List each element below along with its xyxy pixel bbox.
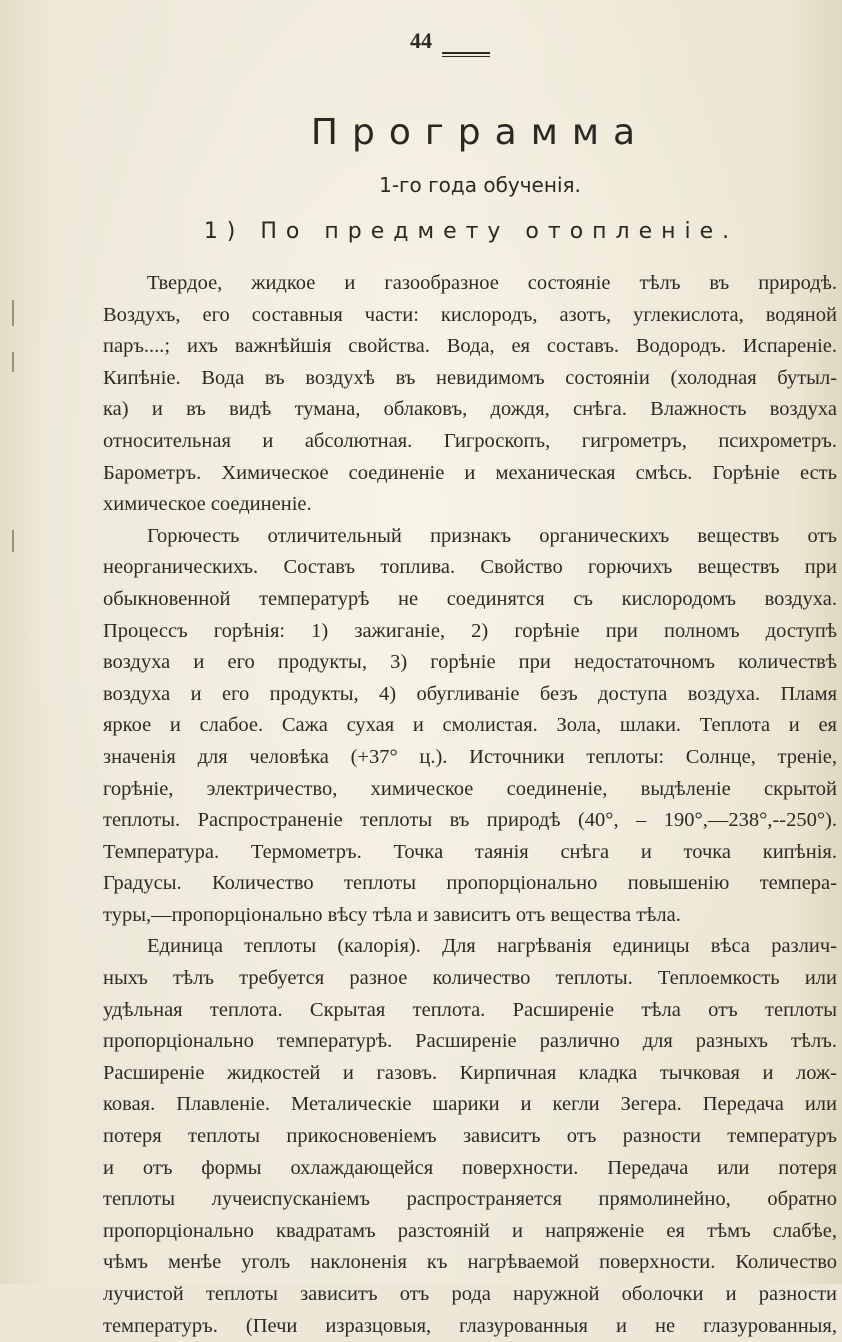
text-line: теплоты лучеиспусканіемъ распространяется прямолинейно, обратно — [103, 1188, 837, 1211]
text-line: Градусы. Количество теплоты пропорціонально повышенію темпера- — [103, 872, 837, 895]
text-line: горѣніе, электричество, химическое соединеніе, выдѣленіе скрытой — [103, 777, 837, 800]
paragraph — [103, 268, 837, 521]
text-line: химическое соединеніе. — [103, 493, 312, 516]
text-line: ковая. Плавленіе. Металическіе шарики и кегли Зегера. Передача или — [103, 1093, 837, 1116]
text-line: пропорціонально температурѣ. Расширеніе различно для разныхъ тѣлъ. — [103, 1030, 837, 1053]
subtitle: 1-го года обученія. — [379, 173, 581, 197]
paragraph — [103, 521, 837, 932]
text-line: Единица теплоты (калорія). Для нагрѣванія единицы вѣса различ- — [147, 935, 837, 958]
text-line: воздуха и его продукты, 3) горѣніе при недостаточномъ количествѣ — [103, 651, 837, 674]
paragraph — [103, 931, 837, 1342]
text-line: и отъ формы охлаждающейся поверхности. Передача или потеря — [103, 1156, 837, 1179]
text-line: Твердое, жидкое и газообразное состояніе тѣлъ въ природѣ. — [147, 272, 837, 294]
text-line: чѣмъ менѣе уголъ наклоненія къ нагрѣваемой поверхности. Количество — [103, 1251, 837, 1274]
text-line: теплоты. Распространеніе теплоты въ природѣ (40°, – 190°,—238°,--250°). — [103, 809, 837, 832]
text-line: потеря теплоты прикосновеніемъ зависитъ отъ разности температуръ — [103, 1125, 837, 1148]
margin-mark — [12, 352, 14, 372]
page-number-rule — [442, 52, 490, 57]
text-line: Процессъ горѣнія: 1) зажиганіе, 2) горѣніе при полномъ доступѣ — [103, 619, 837, 642]
page-title: Программа — [310, 112, 650, 153]
text-line: пропорціонально квадратамъ разстояній и напряженіе ея тѣмъ слабѣе, — [103, 1219, 837, 1242]
section-heading: 1) По предмету отопленіе. — [203, 219, 739, 244]
text-line: паръ....; ихъ важнѣйшія свойства. Вода, ея составъ. Водородъ. Испареніе. — [103, 335, 837, 358]
text-line: удѣльная теплота. Скрытая теплота. Расширеніе тѣла отъ теплоты — [103, 998, 837, 1021]
text-line: обыкновенной температурѣ не соединятся съ кислородомъ воздуха. — [103, 587, 837, 610]
text-line: неорганическихъ. Составъ топлива. Свойство горючихъ веществъ при — [103, 556, 837, 579]
text-line: ныхъ тѣлъ требуется разное количество теплоты. Теплоемкость или — [103, 967, 837, 990]
text-line: температуръ. (Печи изразцовыя, глазурованныя и не глазурованныя, — [103, 1314, 837, 1337]
margin-mark — [12, 530, 14, 552]
text-line: Барометръ. Химическое соединеніе и механическая смѣсь. Горѣніе есть — [103, 461, 837, 484]
text-line: яркое и слабое. Сажа сухая и смолистая. Зола, шлаки. Теплота и ея — [103, 714, 837, 737]
text-line: воздуха и его продукты, 4) обугливаніе безъ доступа воздуха. Пламя — [103, 682, 837, 705]
text-line: Расширеніе жидкостей и газовъ. Кирпичная кладка тычковая и лож- — [103, 1061, 837, 1084]
text-line: ка) и въ видѣ тумана, облаковъ, дождя, снѣга. Влажность воздуха — [103, 398, 837, 421]
text-line: Кипѣніе. Вода въ воздухѣ въ невидимомъ состояніи (холодная бутыл- — [103, 366, 837, 389]
text-line: значенія для человѣка (+37° ц.). Источники теплоты: Солнце, треніе, — [103, 745, 837, 768]
text-line: лучистой теплоты зависитъ отъ рода наружной оболочки и разности — [103, 1283, 837, 1305]
page-number: 44 — [410, 28, 432, 53]
text-line: относительная и абсолютная. Гигроскопъ, гигрометръ, психрометръ. — [103, 429, 837, 452]
margin-mark — [12, 300, 14, 326]
text-line: Температура. Термометръ. Точка таянія снѣга и точка кипѣнія. — [103, 840, 837, 863]
body-text — [103, 268, 837, 1342]
text-line: Воздухъ, его составныя части: кислородъ, азотъ, углекислота, водяной — [103, 303, 837, 326]
text-line: туры,—пропорціонально вѣсу тѣла и зависитъ отъ вещества тѣла. — [103, 903, 681, 926]
text-line: Горючесть отличительный признакъ органическихъ веществъ отъ — [147, 524, 837, 547]
